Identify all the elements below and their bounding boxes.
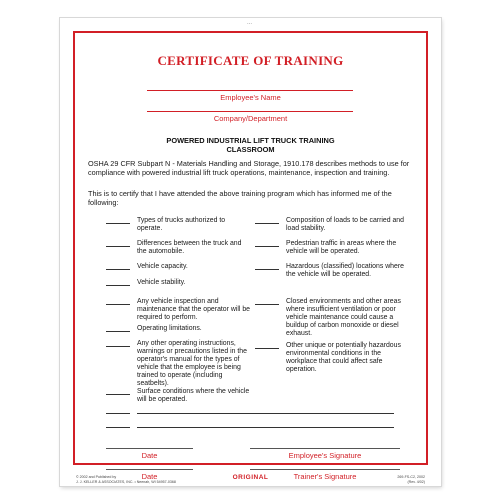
checklist-item-left-4: Vehicle stability. xyxy=(137,279,186,286)
employee-name-line[interactable] xyxy=(147,90,353,91)
checklist-blank[interactable] xyxy=(255,348,279,349)
certificate-title: CERTIFICATE OF TRAINING xyxy=(157,53,344,68)
employee-signature-label: Employee's Signature xyxy=(288,451,362,460)
checklist-blank[interactable] xyxy=(106,246,130,247)
footer-left-line1: © 2002 and Published by xyxy=(76,475,117,479)
company-line[interactable] xyxy=(147,111,353,112)
checklist-blank[interactable] xyxy=(255,269,279,270)
footer-right-line2: (Rev. 4/02) xyxy=(407,479,425,484)
checklist-blank[interactable] xyxy=(106,223,130,224)
checklist-blank[interactable] xyxy=(106,269,130,270)
footer-left-line2: J. J. KELLER & ASSOCIATES, INC. • Neenah, WI 54957-0368 xyxy=(76,479,176,484)
checklist-blank[interactable] xyxy=(255,223,279,224)
date-label-1: Date xyxy=(141,451,158,460)
employee-signature-line[interactable] xyxy=(250,448,400,449)
checklist-item-right-5: Other unique or potentially hazardous environmental conditions in the workplace that could affect safe operation. xyxy=(286,342,401,373)
checklist-blank[interactable] xyxy=(106,346,130,347)
checklist-item-left-8: Surface conditions where the vehicle will be operated. xyxy=(137,388,250,403)
training-heading-line2: CLASSROOM xyxy=(226,145,275,154)
checklist-blank[interactable] xyxy=(106,285,130,286)
extra-blank[interactable] xyxy=(106,427,130,428)
checklist-item-right-1: Composition of loads to be carried and load stability. xyxy=(286,217,404,232)
checklist-item-left-1: Types of trucks authorized to operate. xyxy=(137,217,226,232)
date-line-2[interactable] xyxy=(106,469,193,470)
checklist-blank[interactable] xyxy=(106,304,130,305)
checklist-item-left-2: Differences between the truck and the automobile. xyxy=(137,240,242,255)
checklist-item-right-2: Pedestrian traffic in areas where the vehicle will be operated. xyxy=(286,240,397,255)
extra-blank[interactable] xyxy=(106,413,130,414)
trainer-signature-line[interactable] xyxy=(250,469,400,470)
certify-paragraph: This is to certify that I have attended the above training program which has informed me of the following: xyxy=(88,189,392,207)
checklist-item-left-6: Operating limitations. xyxy=(137,325,202,332)
extra-blank-line[interactable] xyxy=(137,413,394,414)
date-line-1[interactable] xyxy=(106,448,193,449)
checklist-item-left-3: Vehicle capacity. xyxy=(137,263,188,270)
checklist-blank[interactable] xyxy=(106,331,130,332)
employee-name-label: Employee's Name xyxy=(220,93,281,102)
original-label: ORIGINAL xyxy=(232,474,269,481)
osha-paragraph: OSHA 29 CFR Subpart N - Materials Handling and Storage, 1910.178 describes methods to use for compliance with powered industrial lift truck operations, maintenance, inspection and training. xyxy=(88,159,410,177)
checklist-item-right-3: Hazardous (classified) locations where the vehicle will be operated. xyxy=(286,263,404,278)
checklist-item-left-7: Any other operating instructions, warnings or precautions listed in the operator's manual for the types of vehicle that the employee is being trained to operate (including seatbelts). xyxy=(137,340,247,387)
checklist-item-right-4: Closed environments and other areas where insufficient ventilation or poor vehicle maintenance could cause a buildup of carbon monoxide or diesel exhaust. xyxy=(286,298,401,337)
training-heading-line1: POWERED INDUSTRIAL LIFT TRUCK TRAINING xyxy=(166,136,335,145)
company-label: Company/Department xyxy=(213,114,288,123)
trainer-signature-label: Trainer's Signature xyxy=(293,472,357,481)
checklist-blank[interactable] xyxy=(106,394,130,395)
footer-right xyxy=(397,475,425,484)
checklist-item-left-5: Any vehicle inspection and maintenance that the operator will be required to perform. xyxy=(137,298,250,321)
top-mark: ... xyxy=(247,20,253,26)
checklist-blank[interactable] xyxy=(255,246,279,247)
certificate-page xyxy=(60,18,441,486)
footer-right-line1: 269-FS-C2, 2002 xyxy=(397,475,425,479)
extra-blank-line[interactable] xyxy=(137,427,394,428)
checklist-blank[interactable] xyxy=(255,304,279,305)
date-label-2: Date xyxy=(141,472,158,481)
